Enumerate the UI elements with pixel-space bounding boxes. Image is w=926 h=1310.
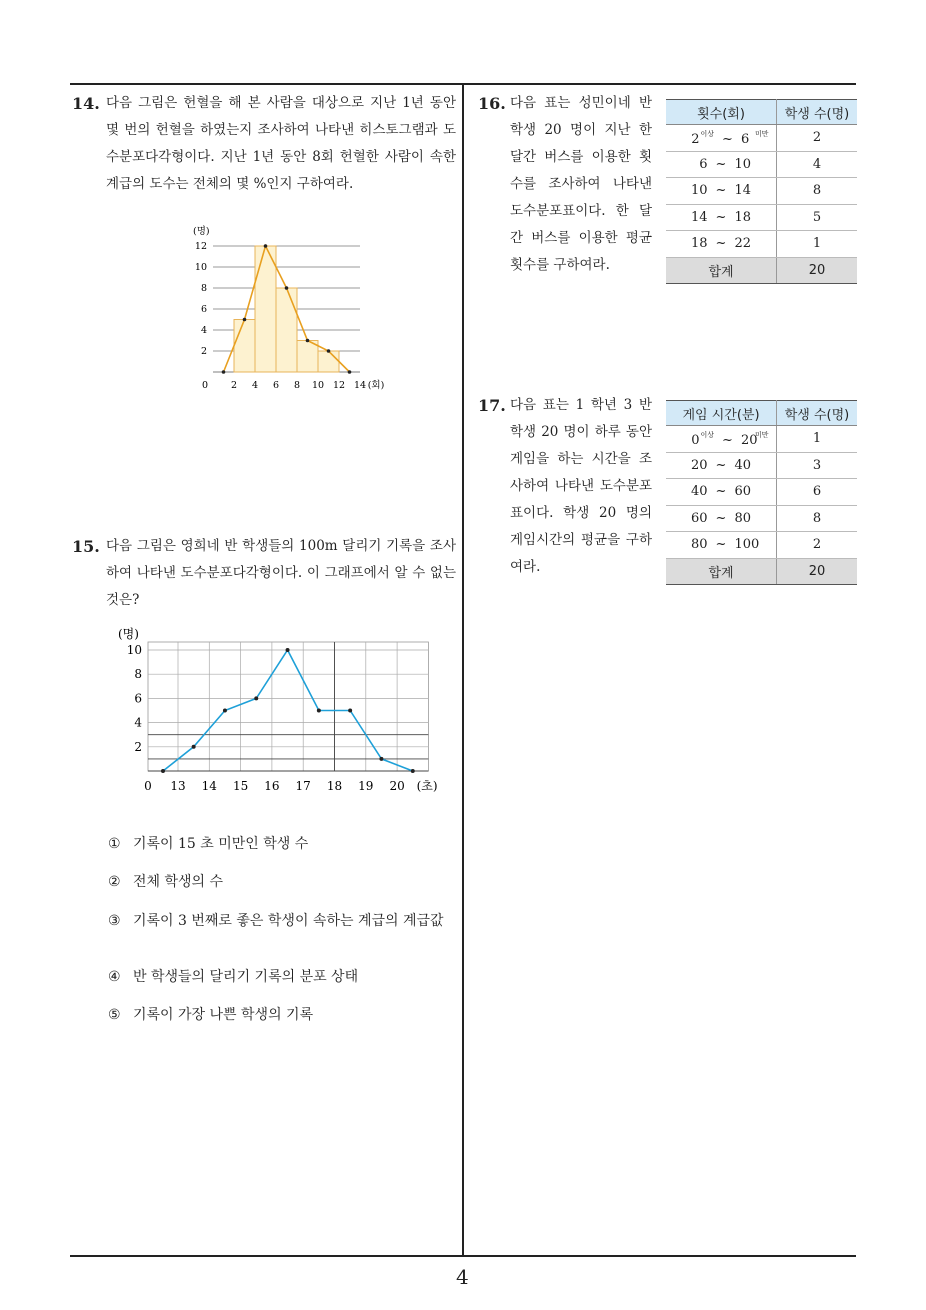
q17-frequency-table xyxy=(666,400,857,585)
q15-plot-frame xyxy=(148,642,428,771)
q15-polygon-point xyxy=(254,696,258,700)
q15-polygon-point xyxy=(223,709,227,713)
question-14-text: 다음 그림은 헌혈을 해 본 사람을 대상으로 지난 1년 동안 몇 번의 헌혈을 하였는지 조사하여 나타낸 히스토그램과 도수분포다각형이다. 지난 1년 동안 8회 헌혈한 사람이 속한 계급의 도수는 전체의 몇 %인지 구하여라. xyxy=(106,95,456,192)
q14-polygon-point xyxy=(327,349,331,353)
q14-histogram-bar xyxy=(255,246,276,372)
q16-frequency-table xyxy=(666,99,857,284)
q16-interval-from: 18 xyxy=(691,236,708,252)
q16-class-interval xyxy=(666,151,777,178)
q17-sup-to: 미만 xyxy=(754,430,769,439)
q16-interval-from: 2 xyxy=(691,131,700,147)
q16-student-count: 1 xyxy=(777,231,858,258)
q14-x-tick-label: 14 xyxy=(353,380,367,391)
q16-tilde: ~ xyxy=(722,131,733,147)
q16-student-count: 2 xyxy=(777,125,858,152)
q15-x-tick-label: 13 xyxy=(170,779,186,793)
q15-x-tick-label: 20 xyxy=(389,779,405,793)
q16-tilde: ~ xyxy=(715,183,727,199)
q16-student-count: 8 xyxy=(777,178,858,205)
q14-y-tick-label: 4 xyxy=(200,325,207,336)
q17-class-interval xyxy=(666,532,777,559)
q15-choice-5 xyxy=(108,1003,473,1027)
question-15-number: 15. xyxy=(72,537,100,556)
q16-tilde: ~ xyxy=(715,156,727,172)
q15-x-axis-label: (초) xyxy=(416,779,438,793)
q14-x-tick-label: 2 xyxy=(230,380,238,391)
q16-table-row xyxy=(666,204,857,231)
q14-x-axis-label: (회) xyxy=(367,380,385,391)
q15-y-tick-label: 6 xyxy=(134,691,142,706)
q14-y-tick-label: 6 xyxy=(200,304,207,315)
q15-choice-text: 기록이 가장 나쁜 학생의 기록 xyxy=(133,1007,314,1023)
q14-x-tick-label: 0 xyxy=(201,380,209,391)
q14-histogram-bar xyxy=(234,320,255,373)
q17-student-count: 1 xyxy=(777,426,858,453)
q15-x-tick-label: 0 xyxy=(144,779,152,793)
q16-interval-to: 18 xyxy=(734,209,751,225)
q14-polygon-point xyxy=(306,339,310,343)
q15-choice-4 xyxy=(108,965,473,989)
q17-interval-to: 80 xyxy=(734,510,751,526)
q15-polygon-point xyxy=(317,709,321,713)
q15-choice-text: 기록이 3 번째로 좋은 학생이 속하는 계급의 계급값 xyxy=(133,913,444,929)
page-number: 4 xyxy=(456,1265,469,1289)
q17-student-count: 2 xyxy=(777,532,858,559)
q17-student-count: 6 xyxy=(777,479,858,506)
q16-interval-from: 10 xyxy=(691,183,708,199)
question-14-number: 14. xyxy=(72,94,100,113)
q14-x-tick-label: 6 xyxy=(272,380,280,391)
q16-interval-to: 6 xyxy=(740,131,750,147)
q15-line-chart xyxy=(110,625,445,795)
q15-y-tick-label: 8 xyxy=(134,667,142,682)
q17-interval-from: 40 xyxy=(691,484,708,500)
q15-choice-text: 반 학생들의 달리기 기록의 분포 상태 xyxy=(133,969,359,985)
q15-choice-3 xyxy=(108,909,473,933)
q15-choice-number: ① xyxy=(108,836,121,852)
q16-total-label: 합계 xyxy=(666,257,777,284)
q17-class-interval xyxy=(666,505,777,532)
q14-y-tick-label: 12 xyxy=(194,241,207,252)
q14-polygon-point xyxy=(348,370,352,374)
q14-y-tick-label: 10 xyxy=(194,262,207,273)
q14-histogram-chart xyxy=(185,222,385,398)
q14-y-axis-label: (명) xyxy=(193,226,210,237)
question-17-number: 17. xyxy=(478,396,506,415)
q16-interval-from: 14 xyxy=(691,209,708,225)
q17-interval-from: 0 xyxy=(691,432,700,448)
q17-student-count: 8 xyxy=(777,505,858,532)
q17-class-interval xyxy=(666,479,777,506)
q14-polygon-point xyxy=(285,286,289,290)
q14-y-tick-label: 8 xyxy=(200,283,207,294)
q16-student-count: 5 xyxy=(777,204,858,231)
q17-class-interval xyxy=(666,452,777,479)
q16-total-row xyxy=(666,257,857,284)
q17-interval-to: 20 xyxy=(740,432,758,448)
q17-interval-to: 40 xyxy=(734,457,751,473)
q14-x-tick-label: 4 xyxy=(251,380,259,391)
question-15-text: 다음 그림은 영희네 반 학생들의 100m 달리기 기록을 조사하여 나타낸 도수분포다각형이다. 이 그래프에서 알 수 없는 것은? xyxy=(106,538,456,608)
q14-x-tick-label: 10 xyxy=(311,380,325,391)
q17-interval-from: 80 xyxy=(691,537,708,553)
q17-interval-from: 20 xyxy=(691,457,708,473)
q16-class-interval xyxy=(666,204,777,231)
q16-class-interval xyxy=(666,178,777,205)
q16-interval-to: 22 xyxy=(734,236,751,252)
q15-polygon-point xyxy=(286,648,290,652)
q14-polygon-point xyxy=(222,370,226,374)
q15-polygon-point xyxy=(411,769,415,773)
q16-sup-to: 미만 xyxy=(754,129,769,138)
question-17-text: 다음 표는 1 학년 3 반 학생 20 명이 하루 동안 게임을 하는 시간을 조사하여 나타낸 도수분포표이다. 학생 20 명의 게임시간의 평균을 구하여라. xyxy=(510,397,652,575)
q15-polygon-point xyxy=(348,709,352,713)
q17-class-interval xyxy=(666,426,777,453)
q15-polygon-point xyxy=(192,745,196,749)
q15-choice-text: 기록이 15 초 미만인 학생 수 xyxy=(133,836,309,852)
q14-polygon-point xyxy=(264,244,268,248)
q15-choice-number: ⑤ xyxy=(108,1007,121,1023)
q15-x-tick-label: 15 xyxy=(232,779,249,793)
q17-header-students: 학생 수(명) xyxy=(777,401,858,426)
q16-interval-to: 14 xyxy=(734,183,751,199)
q17-interval-to: 100 xyxy=(734,537,760,553)
q15-choice-text: 전체 학생의 수 xyxy=(133,874,224,890)
q14-x-tick-label: 8 xyxy=(293,380,301,391)
q17-student-count: 3 xyxy=(777,452,858,479)
q17-table-row xyxy=(666,426,857,453)
q16-header-students: 학생 수(명) xyxy=(777,100,858,125)
question-16-text: 다음 표는 성민이네 반 학생 20 명이 지난 한 달간 버스를 이용한 횟수를 조사하여 나타낸 도수분포표이다. 한 달간 버스를 이용한 평균 횟수를 구하여라. xyxy=(510,95,652,273)
q15-choice-number: ④ xyxy=(108,969,121,985)
q17-total-row xyxy=(666,558,857,585)
q14-histogram-bar xyxy=(297,341,318,373)
q17-table-row xyxy=(666,479,857,506)
q16-total-value: 20 xyxy=(777,257,858,284)
q17-header-time: 게임 시간(분) xyxy=(666,401,777,426)
q17-table-row xyxy=(666,532,857,559)
q15-x-tick-label: 17 xyxy=(295,779,311,793)
q16-header-count: 횟수(회) xyxy=(666,100,777,125)
q17-sup-from: 이상 xyxy=(700,430,715,439)
q15-choice-2 xyxy=(108,870,473,894)
q17-tilde: ~ xyxy=(722,432,733,448)
q16-interval-from: 6 xyxy=(699,156,708,172)
q16-table-row xyxy=(666,231,857,258)
q14-histogram-bar xyxy=(276,288,297,372)
q15-y-tick-label: 2 xyxy=(134,739,142,754)
column-divider xyxy=(462,83,464,1256)
q16-tilde: ~ xyxy=(715,236,727,252)
q16-sup-from: 이상 xyxy=(700,129,715,138)
q14-histogram-bar xyxy=(318,351,339,372)
q16-class-interval xyxy=(666,231,777,258)
q16-interval-to: 10 xyxy=(734,156,751,172)
q16-tilde: ~ xyxy=(715,209,727,225)
q15-polygon-point xyxy=(161,769,165,773)
q16-table-row xyxy=(666,178,857,205)
q17-total-value: 20 xyxy=(777,558,858,585)
q15-polygon-point xyxy=(379,757,383,761)
q17-tilde: ~ xyxy=(715,457,727,473)
q14-y-tick-label: 2 xyxy=(200,346,207,357)
q16-table-row xyxy=(666,125,857,152)
q15-choice-number: ③ xyxy=(108,913,121,929)
q17-tilde: ~ xyxy=(715,537,727,553)
q16-table-row xyxy=(666,151,857,178)
q15-x-tick-label: 14 xyxy=(201,779,217,793)
q17-interval-from: 60 xyxy=(691,510,708,526)
q16-student-count: 4 xyxy=(777,151,858,178)
q16-class-interval xyxy=(666,125,777,152)
q17-tilde: ~ xyxy=(715,484,727,500)
question-16-number: 16. xyxy=(478,94,506,113)
q15-choice-number: ② xyxy=(108,874,121,890)
q15-y-axis-label: (명) xyxy=(118,627,139,641)
q15-frequency-polygon xyxy=(163,650,413,771)
q15-x-tick-label: 19 xyxy=(358,779,374,793)
q14-x-tick-label: 12 xyxy=(332,380,346,391)
q17-table-row xyxy=(666,505,857,532)
q17-interval-to: 60 xyxy=(734,484,751,500)
q15-y-tick-label: 4 xyxy=(134,715,142,730)
q17-table-row xyxy=(666,452,857,479)
q15-choice-1 xyxy=(108,832,473,856)
q17-tilde: ~ xyxy=(715,510,727,526)
q15-x-tick-label: 16 xyxy=(264,779,280,793)
q14-polygon-point xyxy=(243,318,247,322)
q17-total-label: 합계 xyxy=(666,558,777,585)
q15-x-tick-label: 18 xyxy=(326,779,343,793)
q15-y-tick-label: 10 xyxy=(126,643,142,657)
